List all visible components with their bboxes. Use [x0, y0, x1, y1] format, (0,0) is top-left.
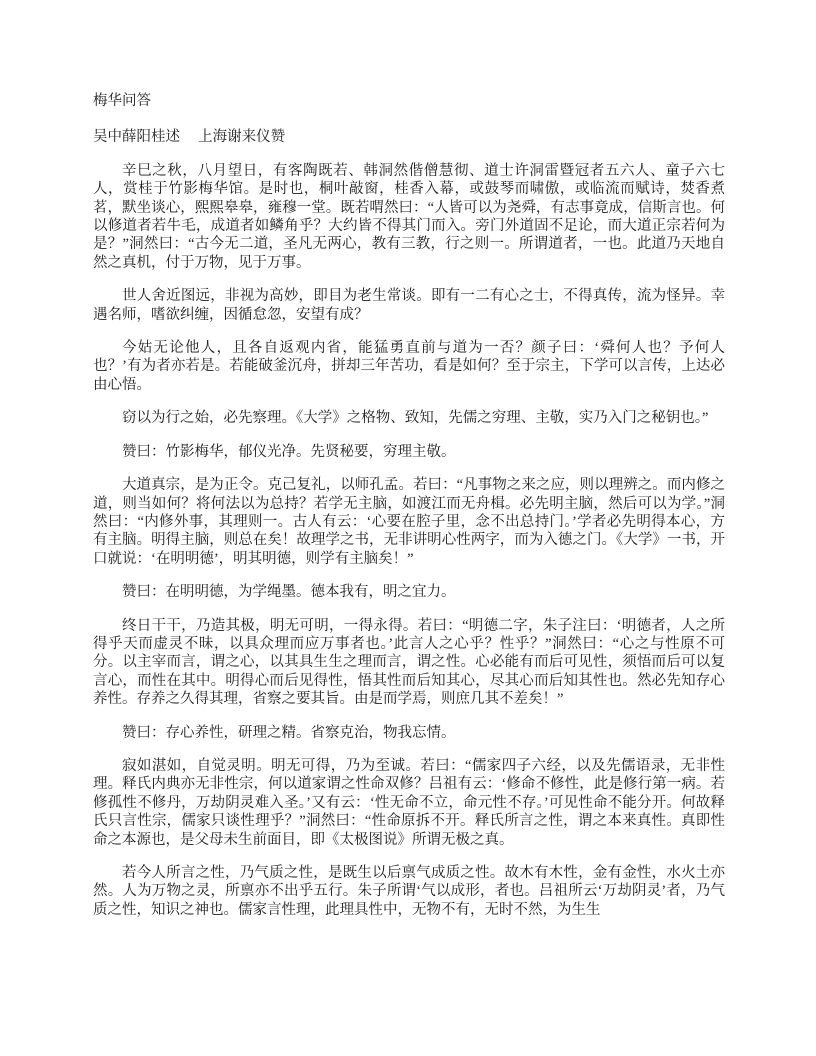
byline-commentator: 上海谢来仪赞	[198, 129, 286, 146]
body-paragraph: 今姑无论他人，且各自返观内省，能猛勇直前与道为一否？颜子曰：‘舜何人也？予何人也？’有为者亦若是。若能破釜沉舟，拼却三年苦功，看是如何？至于宗主，下学可以言传，上达必由心悟。	[93, 340, 725, 393]
body-paragraph: 寂如湛如，自觉灵明。明无可得，乃为至诚。若曰：“儒家四子六经，以及先儒语录，无非性理。释氏内典亦无非性宗，何以道家谓之性命双修？吕祖有云：‘修命不修性，此是修行第一病。若修孤性不修丹，万劫阴灵难入圣。’又有云：‘性无命不立，命元性不存。’可见性命不能分开。何故释氏只言性宗，儒家只谈性理乎？”洞然曰：“性命原拆不开。释氏所言之性，谓之本来真性。真即性命之本源也，是父母未生前面目，即《太极图说》所谓无极之真。	[93, 757, 725, 848]
byline-author: 吴中薛阳桂述	[93, 129, 180, 146]
document-byline	[93, 128, 725, 146]
body-paragraph: 窃以为行之始，必先察理。《大学》之格物、致知，先儒之穷理、主敬，实乃入门之秘钥也。”	[122, 410, 709, 427]
praise-paragraph: 赞曰：竹影梅华，郁仪光净。先贤秘要，穷理主敬。	[122, 443, 456, 460]
praise-paragraph: 赞曰：在明明德，为学绳墨。德本我有，明之宜力。	[122, 584, 456, 601]
body-paragraph: 大道真宗，是为正令。克己复礼，以师孔孟。若曰：“凡事物之来之应，则以理辨之。而内修之道，则当如何？将何法以为总持？若学无主脑，如渡江而无舟楫。必先明主脑，然后可以为学。”洞然曰：“内修外事，其理则一。古人有云：‘心要在腔子里，念不出总持门。’学者必先明得本心，方有主脑。明得主脑，则总在矣！故理学之书，无非讲明心性两字，而为入德之门。《大学》一书，开口就说：‘在明明德’，明其明德，则学有主脑矣！”	[93, 477, 725, 567]
body-paragraph: 终日干干，乃造其极，明无可明，一得永得。若曰：“明德二字，朱子注曰：‘明德者，人之所得乎天而虚灵不昧，以具众理而应万事者也。’此言人之心乎？性乎？”洞然曰：“心之与性原不可分。以主宰而言，谓之心，以其具生生之理而言，谓之性。心必能有而后可见性，须悟而后可以复言心，而性在其中。明得心而后见得性，悟其性而后知其心，尽其心而后知其性也。然必先知存心养性。存养之久得其理，省察之要其旨。由是而学焉，则庶几其不差矣！”	[93, 617, 725, 708]
document-title: 梅华问答	[93, 93, 151, 109]
praise-paragraph: 赞曰：存心养性，研理之精。省察克治，物我忘情。	[122, 724, 456, 741]
body-paragraph: 若今人所言之性，乃气质之性，是既生以后禀气成质之性。故木有木性，金有金性，水火土亦然。人为万物之灵，所禀亦不出乎五行。朱子所谓‘气以成形，者也。吕祖所云‘万劫阴灵’者，乃气质之性，知识之神也。儒家言性理，此理具性中，无物不有，无时不然，为生生	[93, 865, 725, 918]
body-paragraph: 世人舍近图远，非视为高妙，即目为老生常谈。即有一二有心之士，不得真传，流为怪异。幸遇名师，嗜欲纠缠，因循怠忽，安望有成？	[93, 288, 725, 323]
body-paragraph: 辛巳之秋，八月望日，有客陶既若、韩洞然偕僧慧彻、道士许洞雷暨冠者五六人、童子六七人，赏桂于竹影梅华馆。是时也，桐叶敲窗，桂香入幕，或鼓琴而啸傲，或临流而赋诗，焚香煮茗，默坐谈心，熙熙皋皋，雍穆一堂。既若喟然曰：“人皆可以为尧舜，有志事竟成，信斯言也。何以修道者若牛毛，成道者如鳞角乎？大约皆不得其门而入。旁门外道固不足论，而大道正宗若何为是？”洞然曰：“古今无二道，圣凡无两心，教有三教，行之则一。所谓道者，一也。此道乃天地自然之真机，付于万物，见于万事。	[93, 162, 725, 271]
